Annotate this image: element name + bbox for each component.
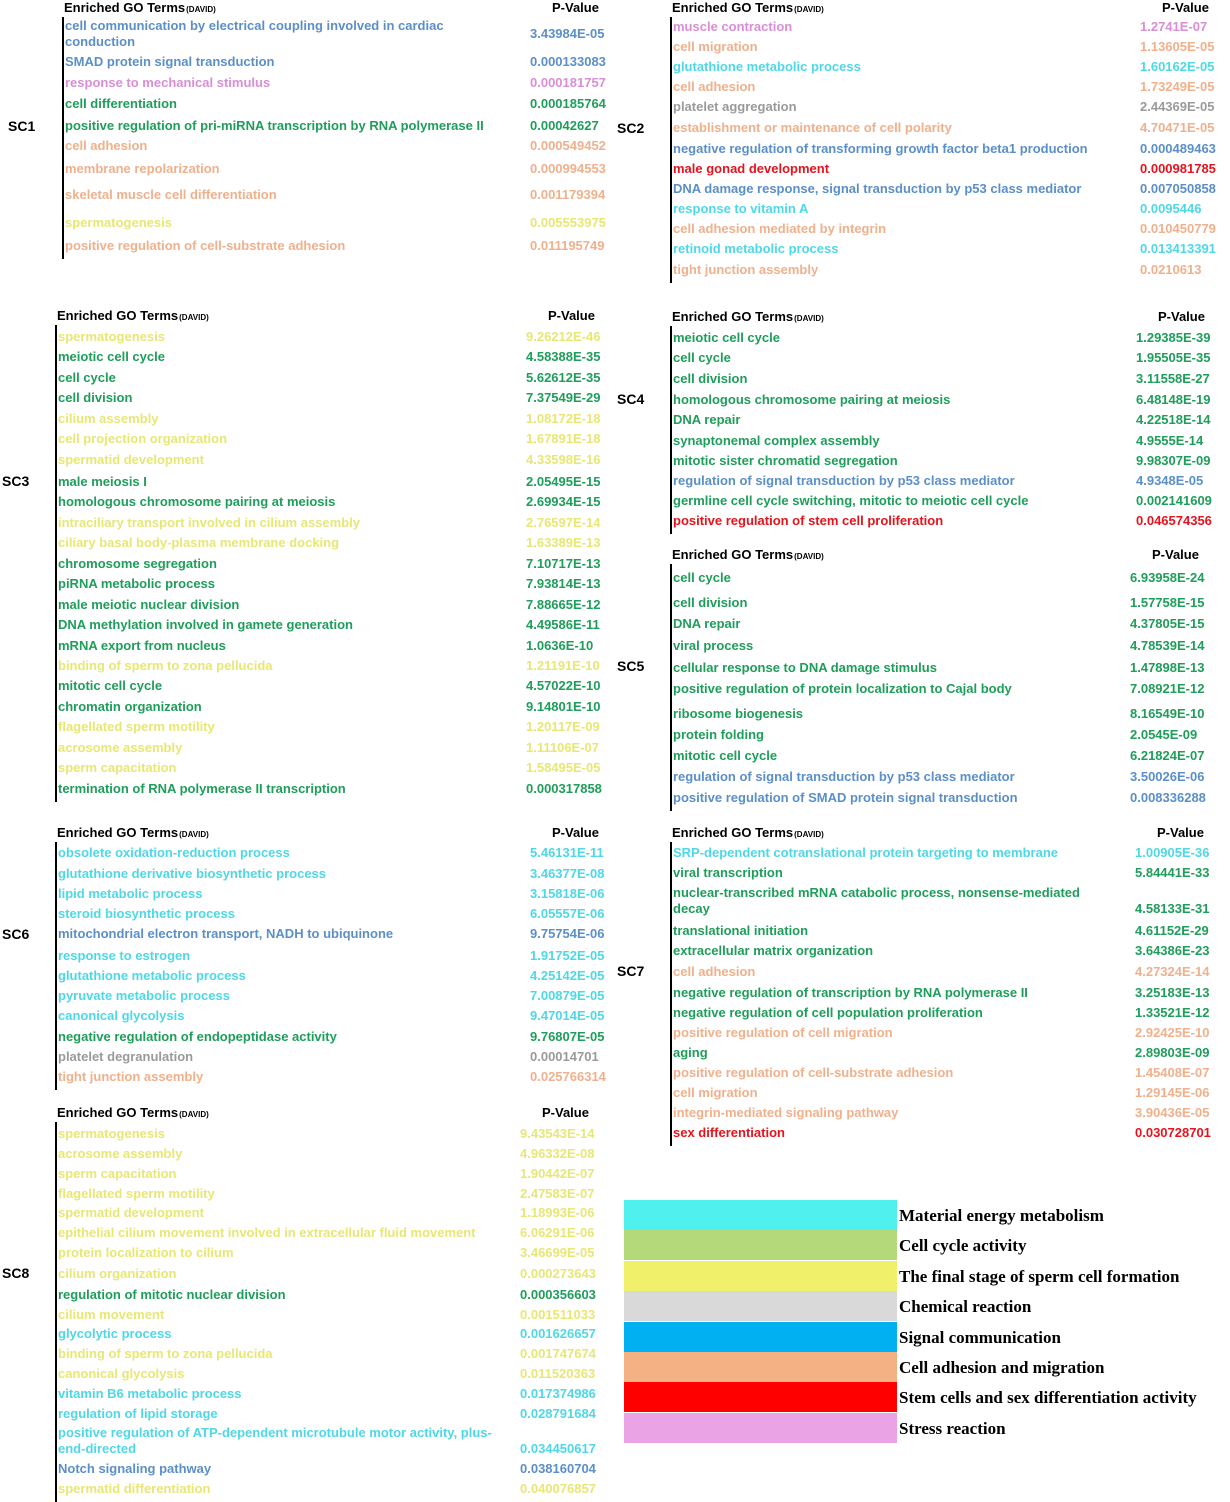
p-value: 4.58133E-31: [1135, 901, 1210, 916]
p-value: 0.007050858: [1140, 181, 1216, 196]
go-term: integrin-mediated signaling pathway: [673, 1105, 899, 1120]
terms-header: [64, 0, 216, 15]
p-value: 9.98307E-09: [1136, 453, 1211, 468]
go-term: spermatogenesis: [58, 1126, 165, 1141]
terms-header-label: Enriched GO Terms: [672, 0, 794, 15]
p-value: 0.000549452: [530, 138, 606, 153]
go-term: positive regulation of protein localization to Cajal body: [673, 681, 1012, 696]
cluster-label: SC2: [617, 120, 645, 136]
p-value: 0.017374986: [520, 1386, 596, 1401]
legend-label: Cell adhesion and migration: [899, 1358, 1105, 1377]
p-value: 9.14801E-10: [526, 699, 601, 714]
p-value: 0.046574356: [1136, 513, 1212, 528]
p-value: 1.67891E-18: [526, 431, 601, 446]
p-value: 0.00042627: [530, 118, 599, 133]
p-value: 1.2741E-07: [1140, 19, 1208, 34]
go-term: glutathione metabolic process: [673, 59, 861, 74]
p-value: 4.61152E-29: [1135, 923, 1209, 938]
go-term: cell adhesion: [673, 964, 756, 979]
p-value: 3.90436E-05: [1135, 1105, 1210, 1120]
legend-label: Stem cells and sex differentiation activity: [899, 1388, 1197, 1408]
go-term: positive regulation of SMAD protein signal transduction: [673, 790, 1018, 805]
go-term: sperm capacitation: [58, 760, 177, 775]
go-term: regulation of signal transduction by p53 class mediator: [673, 769, 1015, 784]
p-value: 1.57758E-15: [1130, 595, 1205, 610]
go-term: mitotic cell cycle: [673, 748, 778, 763]
p-value: 9.47014E-05: [530, 1008, 605, 1023]
p-value: 0.001511033: [520, 1307, 596, 1322]
legend-label: Cell cycle activity: [899, 1236, 1027, 1256]
legend-label: Material energy metabolism: [899, 1206, 1104, 1225]
p-value: 3.43984E-05: [530, 26, 605, 41]
go-term: response to vitamin A: [673, 201, 809, 216]
p-value: 1.63389E-13: [526, 535, 601, 550]
go-term: cell adhesion: [65, 138, 148, 153]
go-term: epithelial cilium movement involved in extracellular fluid movement: [58, 1225, 476, 1240]
p-value: 0.001747674: [520, 1346, 596, 1361]
p-value: 3.46377E-08: [530, 866, 605, 881]
terms-header-source: (DAVID): [179, 313, 209, 322]
terms-header-label: Enriched GO Terms: [672, 309, 794, 324]
cluster-label: SC3: [2, 473, 30, 489]
go-term: tight junction assembly: [58, 1069, 204, 1084]
cluster-bracket: [670, 564, 672, 811]
p-value: 1.08172E-18: [526, 411, 601, 426]
go-term: DNA methylation involved in gamete generation: [58, 617, 353, 632]
p-value: 0.000273643: [520, 1266, 596, 1281]
go-term: aging: [673, 1045, 708, 1060]
p-value: 8.16549E-10: [1130, 706, 1205, 721]
go-term: meiotic cell cycle: [58, 349, 165, 364]
p-value: 3.64386E-23: [1135, 943, 1210, 958]
go-term: DNA repair: [673, 412, 741, 427]
terms-header: [672, 825, 824, 840]
go-term: cell cycle: [673, 570, 731, 585]
go-term: mitotic cell cycle: [58, 678, 163, 693]
go-term: male gonad development: [673, 161, 830, 176]
p-value: 1.90442E-07: [520, 1166, 595, 1181]
go-term: negative regulation of transforming growth factor beta1 production: [673, 141, 1088, 156]
p-value: 6.21824E-07: [1130, 748, 1205, 763]
p-value: 2.0545E-09: [1130, 727, 1198, 742]
go-term: translational initiation: [673, 923, 809, 938]
go-term: male meiotic nuclear division: [58, 597, 240, 612]
p-value: 1.58495E-05: [526, 760, 601, 775]
p-value: 7.88665E-12: [526, 597, 601, 612]
p-value: 3.50026E-06: [1130, 769, 1205, 784]
terms-header-source: (DAVID): [179, 830, 209, 839]
p-value: 4.70471E-05: [1140, 120, 1215, 135]
terms-header: [57, 308, 209, 323]
p-value: 1.47898E-13: [1130, 660, 1205, 675]
p-value: 1.00905E-36: [1135, 845, 1210, 860]
p-value: 0.028791684: [520, 1406, 596, 1421]
go-term: male meiosis I: [58, 474, 147, 489]
go-term: regulation of signal transduction by p53 class mediator: [673, 473, 1015, 488]
go-term: glutathione metabolic process: [58, 968, 246, 983]
p-value: 0.030728701: [1135, 1125, 1211, 1140]
p-value: 1.11106E-07: [526, 740, 600, 755]
cluster-label: SC4: [617, 391, 645, 407]
terms-header-source: (DAVID): [794, 5, 824, 14]
p-value: 4.27324E-14: [1135, 964, 1210, 979]
go-term: flagellated sperm motility: [58, 1186, 215, 1201]
go-term: intraciliary transport involved in cilium assembly: [58, 515, 360, 530]
p-value: 1.0636E-10: [526, 638, 594, 653]
go-term: skeletal muscle cell differentiation: [65, 187, 277, 202]
p-value: 0.013413391: [1140, 241, 1216, 256]
terms-header: [57, 825, 209, 840]
legend-swatch: [624, 1291, 897, 1321]
go-term: platelet aggregation: [673, 99, 797, 114]
p-value: 0.000133083: [530, 54, 606, 69]
go-term: homologous chromosome pairing at meiosis: [58, 494, 336, 509]
p-value: 4.37805E-15: [1130, 616, 1205, 631]
go-term: homologous chromosome pairing at meiosis: [673, 392, 951, 407]
legend-swatch: [624, 1322, 897, 1352]
p-value: 0.002141609: [1136, 493, 1212, 508]
terms-header: [57, 1105, 209, 1120]
p-value: 1.13605E-05: [1140, 39, 1215, 54]
p-value: 4.9348E-05: [1136, 473, 1204, 488]
p-value: 0.010450779: [1140, 221, 1216, 236]
go-term: cell cycle: [673, 350, 731, 365]
go-term: cell migration: [673, 39, 758, 54]
go-term: piRNA metabolic process: [58, 576, 216, 591]
cluster-bracket: [55, 1122, 57, 1502]
legend-swatch: [624, 1382, 897, 1412]
go-term: meiotic cell cycle: [673, 330, 780, 345]
p-value: 7.00879E-05: [530, 988, 605, 1003]
go-term: chromosome segregation: [58, 556, 217, 571]
go-term: Notch signaling pathway: [58, 1461, 212, 1476]
go-term: response to mechanical stimulus: [65, 75, 271, 90]
p-value: 6.48148E-19: [1136, 392, 1211, 407]
go-term: muscle contraction: [673, 19, 793, 34]
go-term: pyruvate metabolic process: [58, 988, 230, 1003]
terms-header-source: (DAVID): [794, 314, 824, 323]
go-term: acrosome assembly: [58, 740, 183, 755]
p-value: 3.25183E-13: [1135, 985, 1210, 1000]
legend-swatch: [624, 1261, 897, 1291]
legend-label: Chemical reaction: [899, 1297, 1032, 1317]
p-value: 5.46131E-11: [530, 845, 604, 860]
go-term: platelet degranulation: [58, 1049, 194, 1064]
p-value: 7.93814E-13: [526, 576, 601, 591]
p-value: 1.33521E-12: [1135, 1005, 1210, 1020]
p-value: 1.20117E-09: [526, 719, 600, 734]
terms-header: [672, 547, 824, 562]
go-term: cell differentiation: [65, 96, 177, 111]
go-term: synaptonemal complex assembly: [673, 433, 880, 448]
pvalue-header: P-Value: [1158, 309, 1205, 324]
cluster-bracket: [55, 842, 57, 1090]
terms-header-label: Enriched GO Terms: [672, 547, 794, 562]
pvalue-header: P-Value: [542, 1105, 589, 1120]
go-term: vitamin B6 metabolic process: [58, 1386, 242, 1401]
p-value: 1.73249E-05: [1140, 79, 1215, 94]
go-term: protein localization to cilium: [58, 1245, 234, 1260]
p-value: 0.000181757: [530, 75, 606, 90]
p-value: 9.75754E-06: [530, 926, 605, 941]
go-term: lipid metabolic process: [58, 886, 203, 901]
go-term: binding of sperm to zona pellucida: [58, 1346, 273, 1361]
cluster-bracket: [670, 17, 672, 283]
cluster-bracket: [670, 842, 672, 1146]
p-value: 6.06291E-06: [520, 1225, 595, 1240]
go-term: mitotic sister chromatid segregation: [673, 453, 898, 468]
p-value: 0.000185764: [530, 96, 606, 111]
go-term: DNA repair: [673, 616, 741, 631]
p-value: 4.49586E-11: [526, 617, 600, 632]
p-value: 0.001179394: [530, 187, 606, 202]
go-term: cell adhesion: [673, 79, 756, 94]
go-term: membrane repolarization: [65, 161, 220, 176]
terms-header-source: (DAVID): [794, 830, 824, 839]
go-term: cell division: [58, 390, 133, 405]
terms-header: [672, 309, 824, 324]
legend-label: Signal communication: [899, 1327, 1061, 1347]
p-value: 2.05495E-15: [526, 474, 601, 489]
go-term: acrosome assembly: [58, 1146, 183, 1161]
cluster-label: SC1: [8, 118, 36, 134]
go-term: chromatin organization: [58, 699, 202, 714]
p-value: 7.37549E-29: [526, 390, 601, 405]
go-term: flagellated sperm motility: [58, 719, 215, 734]
p-value: 0.038160704: [520, 1461, 596, 1476]
p-value: 7.08921E-12: [1130, 681, 1205, 696]
go-term: mitochondrial electron transport, NADH to ubiquinone: [58, 926, 394, 941]
p-value: 1.60162E-05: [1140, 59, 1215, 74]
terms-header: [672, 0, 824, 15]
p-value: 3.11558E-27: [1136, 371, 1210, 386]
p-value: 1.29145E-06: [1135, 1085, 1210, 1100]
p-value: 0.025766314: [530, 1069, 606, 1084]
p-value: 9.26212E-46: [526, 329, 601, 344]
terms-header-label: Enriched GO Terms: [57, 1105, 179, 1120]
legend-swatch: [624, 1230, 897, 1260]
legend-swatch: [624, 1352, 897, 1382]
cluster-bracket: [670, 326, 672, 534]
p-value: 2.76597E-14: [526, 515, 601, 530]
go-term: ribosome biogenesis: [673, 706, 804, 721]
p-value: 5.62612E-35: [526, 370, 601, 385]
go-term: obsolete oxidation-reduction process: [58, 845, 290, 860]
terms-header-label: Enriched GO Terms: [57, 825, 179, 840]
cluster-bracket: [62, 17, 64, 259]
go-term: spermatid development: [58, 452, 204, 467]
go-term: cell cycle: [58, 370, 116, 385]
p-value: 0.040076857: [520, 1481, 596, 1496]
terms-header-source: (DAVID): [794, 552, 824, 561]
legend-label: Stress reaction: [899, 1418, 1006, 1438]
p-value: 1.29385E-39: [1136, 330, 1211, 345]
p-value: 0.00014701: [530, 1049, 599, 1064]
p-value: 1.21191E-10: [526, 658, 600, 673]
go-term: cell division: [673, 371, 748, 386]
p-value: 2.69934E-15: [526, 494, 601, 509]
go-term: negative regulation of cell population proliferation: [673, 1005, 983, 1020]
p-value: 1.45408E-07: [1135, 1065, 1210, 1080]
pvalue-header: P-Value: [548, 308, 595, 323]
go-term: sperm capacitation: [58, 1166, 177, 1181]
pvalue-header: P-Value: [1152, 547, 1199, 562]
p-value: 0.034450617: [520, 1441, 596, 1456]
cluster-label: SC7: [617, 963, 645, 979]
p-value: 2.47583E-07: [520, 1186, 595, 1201]
go-term: spermatid differentiation: [58, 1481, 211, 1496]
go-term: canonical glycolysis: [58, 1366, 185, 1381]
cluster-label: SC6: [2, 926, 30, 942]
p-value: 0.0095446: [1140, 201, 1202, 216]
legend-swatch: [624, 1413, 897, 1443]
go-term: establishment or maintenance of cell polarity: [673, 120, 952, 135]
p-value: 7.10717E-13: [526, 556, 601, 571]
go-term: negative regulation of endopeptidase activity: [58, 1029, 337, 1044]
go-term: sex differentiation: [673, 1125, 785, 1140]
p-value: 0.000981785: [1140, 161, 1216, 176]
go-term: DNA damage response, signal transduction by p53 class mediator: [673, 181, 1082, 196]
p-value: 4.22518E-14: [1136, 412, 1211, 427]
go-term: regulation of mitotic nuclear division: [58, 1287, 286, 1302]
go-term: protein folding: [673, 727, 764, 742]
p-value: 0.005553975: [530, 215, 606, 230]
go-term: cell projection organization: [58, 431, 228, 446]
pvalue-header: P-Value: [552, 0, 599, 15]
p-value: 6.93958E-24: [1130, 570, 1205, 585]
go-term: response to estrogen: [58, 948, 191, 963]
p-value: 2.44369E-05: [1140, 99, 1215, 114]
p-value: 0.0210613: [1140, 262, 1202, 277]
go-term: cell communication by electrical coupling involved in cardiac conduction: [65, 18, 444, 49]
go-term: positive regulation of cell-substrate adhesion: [673, 1065, 954, 1080]
p-value: 9.76807E-05: [530, 1029, 605, 1044]
p-value: 0.000489463: [1140, 141, 1216, 156]
go-term: cilium organization: [58, 1266, 177, 1281]
go-term: cell adhesion mediated by integrin: [673, 221, 887, 236]
pvalue-header: P-Value: [1162, 0, 1209, 15]
go-term: positive regulation of cell-substrate adhesion: [65, 238, 346, 253]
p-value: 6.05557E-06: [530, 906, 605, 921]
p-value: 1.18993E-06: [520, 1205, 595, 1220]
p-value: 0.011520363: [520, 1366, 596, 1381]
go-term: germline cell cycle switching, mitotic to meiotic cell cycle: [673, 493, 1029, 508]
p-value: 5.84441E-33: [1135, 865, 1210, 880]
p-value: 0.000317858: [526, 781, 602, 796]
go-term: cilium movement: [58, 1307, 165, 1322]
go-term: cell division: [673, 595, 748, 610]
p-value: 4.57022E-10: [526, 678, 601, 693]
go-term: mRNA export from nucleus: [58, 638, 226, 653]
p-value: 4.96332E-08: [520, 1146, 595, 1161]
p-value: 4.33598E-16: [526, 452, 601, 467]
p-value: 4.78539E-14: [1130, 638, 1205, 653]
go-term: regulation of lipid storage: [58, 1406, 218, 1421]
go-term: cilium assembly: [58, 411, 159, 426]
p-value: 2.92425E-10: [1135, 1025, 1210, 1040]
p-value: 4.25142E-05: [530, 968, 605, 983]
go-term: SRP-dependent cotranslational protein targeting to membrane: [673, 845, 1058, 860]
go-term: negative regulation of transcription by RNA polymerase II: [673, 985, 1028, 1000]
go-term: cellular response to DNA damage stimulus: [673, 660, 937, 675]
p-value: 0.008336288: [1130, 790, 1206, 805]
cluster-bracket: [55, 325, 57, 802]
go-term: steroid biosynthetic process: [58, 906, 235, 921]
go-term: positive regulation of cell migration: [673, 1025, 893, 1040]
pvalue-header: P-Value: [552, 825, 599, 840]
go-term: positive regulation of stem cell proliferation: [673, 513, 944, 528]
pvalue-header: P-Value: [1157, 825, 1204, 840]
cluster-label: SC8: [2, 1265, 30, 1281]
p-value: 1.95505E-35: [1136, 350, 1211, 365]
p-value: 0.000356603: [520, 1287, 596, 1302]
p-value: 0.000994553: [530, 161, 606, 176]
p-value: 1.91752E-05: [530, 948, 605, 963]
go-term: viral transcription: [673, 865, 783, 880]
legend-swatch: [624, 1200, 897, 1230]
go-term: spermatid development: [58, 1205, 204, 1220]
go-term: glutathione derivative biosynthetic process: [58, 866, 327, 881]
p-value: 3.15818E-06: [530, 886, 605, 901]
terms-header-label: Enriched GO Terms: [57, 308, 179, 323]
p-value: 0.011195749: [530, 238, 605, 253]
legend-label: The final stage of sperm cell formation: [899, 1266, 1180, 1286]
cluster-label: SC5: [617, 658, 645, 674]
go-term: spermatogenesis: [58, 329, 165, 344]
go-term: cell migration: [673, 1085, 758, 1100]
terms-header-label: Enriched GO Terms: [672, 825, 794, 840]
terms-header-source: (DAVID): [186, 5, 216, 14]
go-term: extracellular matrix organization: [673, 943, 874, 958]
go-term: retinoid metabolic process: [673, 241, 839, 256]
p-value: 4.9555E-14: [1136, 433, 1204, 448]
go-term: SMAD protein signal transduction: [65, 54, 275, 69]
go-term: tight junction assembly: [673, 262, 819, 277]
terms-header-source: (DAVID): [179, 1110, 209, 1119]
p-value: 0.001626657: [520, 1326, 596, 1341]
go-term: viral process: [673, 638, 754, 653]
go-term: ciliary basal body-plasma membrane docking: [58, 535, 340, 550]
go-term: termination of RNA polymerase II transcription: [58, 781, 346, 796]
terms-header-label: Enriched GO Terms: [64, 0, 186, 15]
go-term: spermatogenesis: [65, 215, 172, 230]
p-value: 4.58388E-35: [526, 349, 601, 364]
p-value: 3.46699E-05: [520, 1245, 595, 1260]
go-term: binding of sperm to zona pellucida: [58, 658, 273, 673]
p-value: 2.89803E-09: [1135, 1045, 1210, 1060]
go-term: canonical glycolysis: [58, 1008, 185, 1023]
go-term: positive regulation of pri-miRNA transcription by RNA polymerase II: [65, 118, 484, 133]
go-term: nuclear-transcribed mRNA catabolic process, nonsense-mediated decay: [673, 885, 1080, 916]
go-term: glycolytic process: [58, 1326, 172, 1341]
p-value: 9.43543E-14: [520, 1126, 595, 1141]
go-term: positive regulation of ATP-dependent microtubule motor activity, plus-end-directed: [58, 1425, 492, 1456]
